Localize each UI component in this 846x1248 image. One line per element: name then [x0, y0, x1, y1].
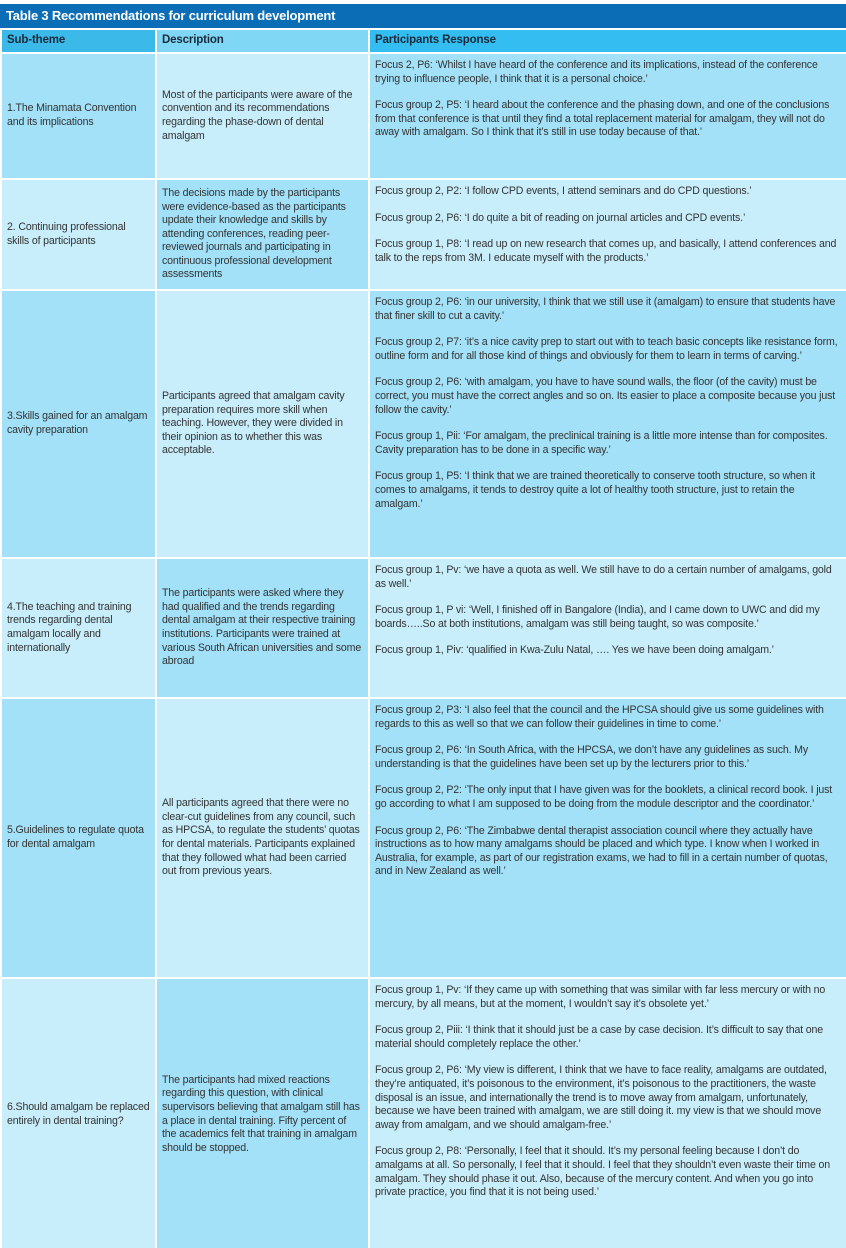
participant-quote: Focus group 1, Pv: ‘we have a quota as well. We still have to do a certain number of amalgams, gold as well.’ — [375, 564, 832, 590]
participant-quote: Focus group 2, P6: ‘My view is different, I think that we have to face reality, amalgams are outdated, they’re antiquated, it’s poisonous to the environment, it’s poisonous to the practitioners, the waste disposal is an issue, and internationally the trend is to move away from amalgam, unfortunately, because we have been trained with amalgam, we are still doing it. my view is that we should move away from amalgam, and we should amalgam-free.’ — [375, 1064, 827, 1131]
header-description: Description — [156, 29, 369, 53]
subtheme-cell: 4.The teaching and training trends regarding dental amalgam locally and internationally — [1, 558, 156, 698]
participant-quote: Focus group 2, P5: ‘I heard about the conference and the phasing down, and one of the conclusions from that conference is that until they find a total replacement material for amalgam, they will not do away with amalgam. So I think that it’s still in use today because of that.’ — [375, 99, 830, 139]
description-cell: Most of the participants were aware of the convention and its recommendations regarding the phase-down of dental amalgam — [156, 53, 369, 179]
participant-quote: Focus group 2, P6: ‘The Zimbabwe dental therapist association council where they actually have instructions as to how many amalgams should be placed and which type. I know when I worked in Australia, for example, as part of our registration exams, we had to fill in a certain number of quotas, and in New Zealand as well.’ — [375, 824, 828, 878]
participant-quote: Focus group 2, P8: ‘Personally, I feel that it should. It’s my personal feeling because I don’t do amalgams at all. So personally, I feel that it should. I feel that they shouldn’t even waste their time on amalgam. They should phase it out. Also, because of the mercury content. And when you go into private practice, you find that it is not being used.’ — [375, 1145, 830, 1199]
participant-quote: Focus group 2, Piii: ‘I think that it should just be a case by case decision. It’s difficult to say that one material should completely replace the other.’ — [375, 1024, 824, 1050]
participant-quote: Focus group 2, P2: ‘The only input that I have given was for the booklets, a clinical record book. I just go according to what I am supposed to be doing from the module descriptor and the coordinator.’ — [375, 784, 833, 810]
header-subtheme: Sub-theme — [1, 29, 156, 53]
participant-quote: Focus group 2, P7: ‘it’s a nice cavity prep to start out with to teach basic concepts like resistance form, outline form and for all those kind of things and obviously for them to learn in terms of carving.’ — [375, 336, 838, 362]
table-row — [1, 978, 846, 1248]
participant-quote: Focus group 1, P vi: ‘Well, I finished off in Bangalore (India), and I came down to UWC and did my boards…..So at both institutions, amalgam was still being taught, so was composite.’ — [375, 604, 820, 630]
participant-quote: Focus 2, P6: ‘Whilst I have heard of the conference and its implications, instead of the conference trying to influence people, I think that it is a personal choice.’ — [375, 59, 818, 85]
participant-quote: Focus group 1, Pv: ‘If they came up with something that was similar with far less mercury or with no mercury, by all means, but at the moment, I wouldn’t say it’s obsolete yet.’ — [375, 984, 826, 1010]
subtheme-cell: 2. Continuing professional skills of participants — [1, 179, 156, 290]
table-row — [1, 179, 846, 290]
participant-quote: Focus group 2, P6: ‘with amalgam, you have to have sound walls, the floor (of the cavity) must be correct, you must have the correct angles and so on. Its easier to place a composite because you just follow the cavity.’ — [375, 376, 836, 416]
header-response: Participants Response — [369, 29, 846, 53]
subtheme-cell: 5.Guidelines to regulate quota for dental amalgam — [1, 698, 156, 978]
description-cell: All participants agreed that there were no clear-cut guidelines from any council, such as HPCSA, to regulate the students’ quotas for dental materials. Participants explained that they followed what had been carried out from previous years. — [156, 698, 369, 978]
header-row — [1, 29, 846, 53]
response-cell — [369, 698, 846, 978]
table-row — [1, 698, 846, 978]
participant-quote: Focus group 2, P6: ‘In South Africa, with the HPCSA, we don’t have any guidelines as such. My understanding is that the guidelines have been set up by the lecturers prior to this.’ — [375, 744, 808, 770]
participant-quote: Focus group 1, P8: ‘I read up on new research that comes up, and basically, I attend conferences and talk to the reps from 3M. I educate myself with the products.’ — [375, 238, 837, 264]
response-cell — [369, 179, 846, 290]
description-cell: The participants were asked where they had qualified and the trends regarding dental amalgam at their respective training institutions. Participants were trained at various South African universities and some abroad — [156, 558, 369, 698]
participant-quote: Focus group 1, Piv: ‘qualified in Kwa-Zulu Natal, …. Yes we have been doing amalgam.’ — [375, 644, 774, 657]
recommendations-table — [0, 28, 846, 1248]
table-row — [1, 53, 846, 179]
participant-quote: Focus group 2, P3: ‘I also feel that the council and the HPCSA should give us some guidelines with regards to this as well so that we can follow their guidelines in time to come.’ — [375, 704, 824, 730]
description-cell: The decisions made by the participants were evidence-based as the participants update their knowledge and skills by attending conferences, reading peer-reviewed journals and participating in continuous professional development assessments — [156, 179, 369, 290]
participant-quote: Focus group 1, Pii: ‘For amalgam, the preclinical training is a little more intense than for composites. Cavity preparation has to be done in a specific way.’ — [375, 430, 828, 456]
description-cell: The participants had mixed reactions regarding this question, with clinical supervisors believing that amalgam still has a place in dental training. Fifty percent of the academics felt that training in amalgam should be stopped. — [156, 978, 369, 1248]
participant-quote: Focus group 2, P2: ‘I follow CPD events, I attend seminars and do CPD questions.’ — [375, 185, 752, 197]
response-cell — [369, 978, 846, 1248]
table-row — [1, 290, 846, 558]
response-cell — [369, 290, 846, 558]
response-cell — [369, 53, 846, 179]
participant-quote: Focus group 2, P6: ‘I do quite a bit of reading on journal articles and CPD events.’ — [375, 211, 746, 224]
subtheme-cell: 6.Should amalgam be replaced entirely in dental training? — [1, 978, 156, 1248]
subtheme-cell: 3.Skills gained for an amalgam cavity preparation — [1, 290, 156, 558]
description-cell: Participants agreed that amalgam cavity preparation requires more skill when teaching. However, they were divided in their opinion as to whether this was acceptable. — [156, 290, 369, 558]
table-row — [1, 558, 846, 698]
subtheme-cell: 1.The Minamata Convention and its implications — [1, 53, 156, 179]
participant-quote: Focus group 1, P5: ‘I think that we are trained theoretically to conserve tooth structure, so when it comes to amalgams, it tends to destroy quite a lot of healthy tooth structure, just to retain the amalgam.’ — [375, 470, 816, 510]
response-cell — [369, 558, 846, 698]
participant-quote: Focus group 2, P6: ‘in our university, I think that we still use it (amalgam) to ensure that students have that finer skill to cut a cavity.’ — [375, 296, 836, 322]
table-title: Table 3 Recommendations for curriculum development — [0, 4, 846, 28]
